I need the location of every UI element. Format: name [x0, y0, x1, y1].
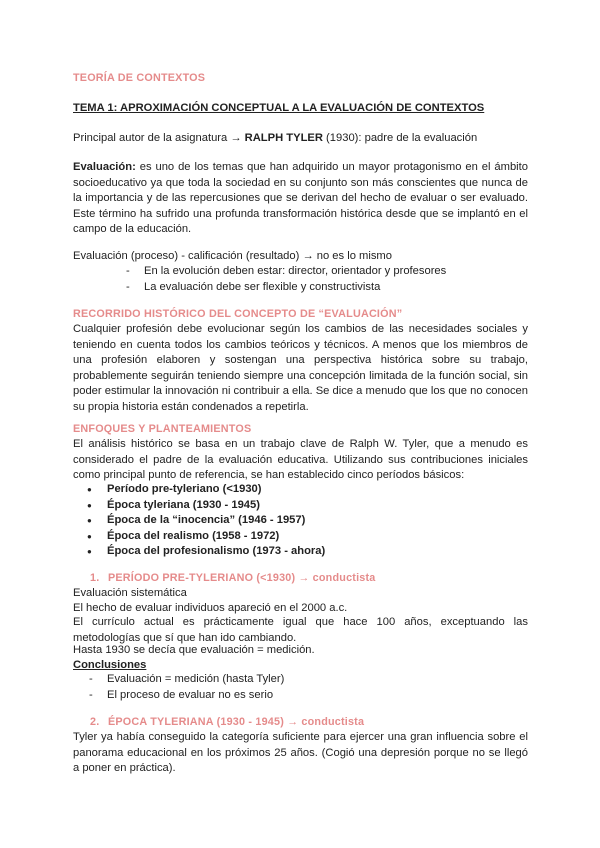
list-item: - Evaluación = medición (hasta Tyler) — [107, 672, 528, 688]
list-item: ● Época del profesionalismo (1973 - ahora) — [73, 544, 528, 560]
list-item: ● Época del realismo (1958 - 1972) — [73, 529, 528, 545]
recorrido-title: RECORRIDO HISTÓRICO DEL CONCEPTO DE “EVALUACIÓN” — [73, 308, 403, 320]
section1-title-text: PERÍODO PRE-TYLERIANO (<1930) → conductista — [108, 572, 376, 584]
list-item: ● Período pre-tyleriano (<1930) — [73, 482, 528, 498]
section2-title-text: ÉPOCA TYLERIANA (1930 - 1945) → conductista — [108, 716, 365, 728]
section2-paragraph: Tyler ya había conseguido la categoría suficiente para ejercer una gran influencia sobre el panorama educacional en los próximos 25 años. (Cogió una depresión porque no se llegó a poner en práctica). — [73, 731, 528, 774]
list-item: ● Época de la “inocencia” (1946 - 1957) — [73, 513, 528, 529]
section1-title — [90, 571, 528, 587]
author-prefix: Principal autor de la asignatura → — [73, 132, 245, 144]
list-item: ● Época tyleriana (1930 - 1945) — [73, 498, 528, 514]
author-name: RALPH TYLER — [244, 132, 323, 144]
section1-line4: Hasta 1930 se decía que evaluación = medición. — [73, 644, 315, 656]
section2-number: 2. — [90, 716, 100, 728]
enfoques-paragraph: El análisis histórico se basa en un trabajo clave de Ralph W. Tyler, que a menudo es considerado el padre de la evaluación educativa. Utilizando sus contribuciones iniciales como principal punto de referencia, se han establecido cinco períodos básicos: — [73, 438, 528, 481]
section1-line2: El hecho de evaluar individuos apareció en el 2000 a.c. — [73, 602, 348, 614]
conclusions-list — [107, 672, 528, 703]
evaluacion-term: Evaluación: — [73, 161, 136, 173]
section2-title — [90, 715, 528, 731]
periods-list — [73, 482, 528, 560]
enfoques-title: ENFOQUES Y PLANTEAMIENTOS — [73, 423, 252, 435]
list-item: - El proceso de evaluar no es serio — [107, 688, 528, 704]
document-heading: TEORÍA DE CONTEXTOS — [73, 72, 206, 84]
evaluacion-paragraph — [73, 160, 528, 238]
author-suffix: (1930): padre de la evaluación — [322, 132, 478, 144]
proceso-list — [144, 264, 528, 295]
list-item: - La evaluación debe ser flexible y constructivista — [144, 280, 528, 296]
list-item: - En la evolución deben estar: director, orientador y profesores — [144, 264, 528, 280]
conclusions-title: Conclusiones — [73, 659, 147, 671]
section1-number: 1. — [90, 572, 100, 584]
tema-title: TEMA 1: APROXIMACIÓN CONCEPTUAL A LA EVALUACIÓN DE CONTEXTOS — [73, 102, 485, 114]
section1-line1: Evaluación sistemática — [73, 587, 187, 599]
author-line — [73, 131, 528, 147]
recorrido-paragraph: Cualquier profesión debe evolucionar según los cambios de las necesidades sociales y teniendo en cuenta todos los cambios teóricos y técnicos. A menos que los miembros de una profesión elaboren y sostengan una perspectiva histórica sobre su trabajo, probablemente seguirán teniendo siempre una concepción limitada de la función social, sin poder estimular la innovación ni contribuir a ella. Se dice a menudo que los que no conocen su propia historia están condenados a repetirla. — [73, 323, 528, 413]
evaluacion-text: es uno de los temas que han adquirido un mayor protagonismo en el ámbito socioeducativo ya que toda la sociedad en su conjunto son más conscientes que nunca de la importancia y de las repercusiones que se derivan del hecho de evaluar o ser evaluado. Este término ha sufrido una profunda transformación histórica desde que se implantó en el campo de la educación. — [73, 161, 528, 235]
section1-line3: El currículo actual es prácticamente igual que hace 100 años, exceptuando las metodologías que sí que han ido cambiando. — [73, 616, 528, 644]
proceso-line: Evaluación (proceso) - calificación (resultado) → no es lo mismo — [73, 250, 392, 262]
